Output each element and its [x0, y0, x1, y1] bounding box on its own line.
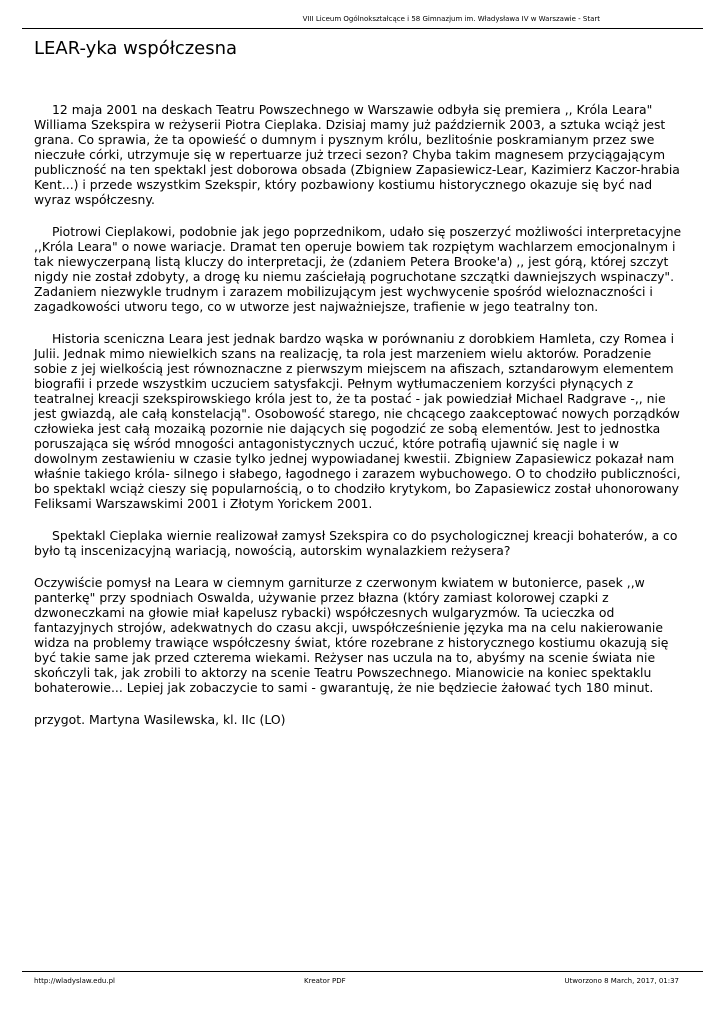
- article-paragraph: Oczywiście pomysł na Leara w ciemnym garniturze z czerwonym kwiatem w butonierce, pasek ,,w panterkę" przy spodniach Oswalda, używanie przez błazna (który zamiast kolorowej czapki z dzwoneczkami na głowie miał kapelusz rybacki) współczesnych wulgaryzmów. Ta ucieczka od fantazyjnych strojów, adekwatnych do czasu akcji, uwspółcześnienie języka ma na celu nakierowanie widza na problemy trawiące współczesny świat, które rozebrane z historycznego kostiumu okazują się być takie same jak przed czterema wiekami. Reżyser nas uczula na to, abyśmy na scenie świata nie skończyli tak, jak zrobili to aktorzy na scenie Teatru Powszechnego. Mianowicie na koniec spektaklu bohaterowie... Lepiej jak zobaczycie to sami - gwarantuję, że nie będziecie żałować tych 180 minut.: [34, 575, 669, 695]
- article-body: [34, 102, 686, 744]
- footer-created-date: Utworzono 8 March, 2017, 01:37: [564, 977, 679, 985]
- article-paragraph: 12 maja 2001 na deskach Teatru Powszechnego w Warszawie odbyła się premiera ,, Króla Leara" Williama Szekspira w reżyserii Piotra Cieplaka. Dzisiaj mamy już październik 2003, a sztuka wciąż jest grana. Co sprawia, że ta opowieść o dumnym i pysznym królu, bezlitośnie poskramianym przez swe nieczułe córki, utrzymuje się w repertuarze już trzeci sezon? Chyba takim magnesem przyciągającym publiczność na ten spektakl jest doborowa obsada (Zbigniew Zapasiewicz-Lear, Kazimierz Kaczor-hrabia Kent...) i przede wszystkim Szekspir, który pozbawiony kostiumu historycznego okazuje się być nad wyraz współczesny.: [34, 102, 680, 207]
- article-paragraph: Historia sceniczna Leara jest jednak bardzo wąska w porównaniu z dorobkiem Hamleta, czy Romea i Julii. Jednak mimo niewielkich szans na realizację, ta rola jest marzeniem wielu aktorów. Poradzenie sobie z jej wielkością jest równoznaczne z pierwszym miejscem na afiszach, sztandarowym elementem biografii i przede wszystkim uczuciem satysfakcji. Pełnym wytłumaczeniem korzyści płynących z teatralnej kreacji szekspirowskiego króla jest to, że ta postać - jak powiedział Michael Radgrave -,, nie jest gwiazdą, ale całą konstelacją". Osobowość starego, nie chcącego zaakceptować nowych porządków człowieka jest całą mozaiką pozornie nie dających się pogodzić ze sobą elementów. Jest to jednostka poruszająca się wśród mnogości antagonistycznych uczuć, które potrafią ujawnić się nagle i w dowolnym zestawieniu w czasie tylko jednej wypowiadanej kwestii. Zbigniew Zapasiewicz pokazał nam właśnie takiego króla- silnego i słabego, łagodnego i zarazem wybuchowego. O to chodziło publiczności, bo spektakl wciąż cieszy się popularnością, o to chodziło krytykom, bo Zapasiewicz został uhonorowany Feliksami Warszawskimi 2001 i Złotym Yorickem 2001.: [34, 331, 681, 511]
- article-paragraph: Piotrowi Cieplakowi, podobnie jak jego poprzednikom, udało się poszerzyć możliwości interpretacyjne ,,Króla Leara" o nowe wariacje. Dramat ten operuje bowiem tak rozpiętym wachlarzem emocjonalnym i tak niewyczerpaną listą kluczy do interpretacji, że (zdaniem Petera Brooke'a) ,, jest górą, której szczyt nigdy nie został zdobyty, a drogę ku niemu zaściełają pogruchotane szczątki dawniejszych wspinaczy". Zadaniem niezwykle trudnym i zarazem mobilizującym jest wychwycenie spośród wieloznaczności i zagadkowości utworu tego, co w utworze jest najważniejsze, trafienie w jego teatralny ton.: [34, 224, 682, 314]
- site-title: VIII Liceum Ogólnokształcące i 58 Gimnazjum im. Władysława IV w Warszawie - Start: [302, 15, 600, 23]
- footer-url: http://wladyslaw.edu.pl: [34, 977, 115, 985]
- author-credit: przygot. Martyna Wasilewska, kl. IIc (LO): [34, 712, 286, 727]
- page-footer: [22, 971, 703, 986]
- article-title: LEAR-yka współczesna: [34, 38, 238, 59]
- page-header: [22, 15, 703, 29]
- footer-creator: Kreator PDF: [304, 977, 346, 985]
- article-paragraph: Spektakl Cieplaka wiernie realizował zamysł Szekspira co do psychologicznej kreacji bohaterów, a co było tą inscenizacyjną wariacją, nowością, autorskim wynalazkiem reżysera?: [34, 528, 678, 558]
